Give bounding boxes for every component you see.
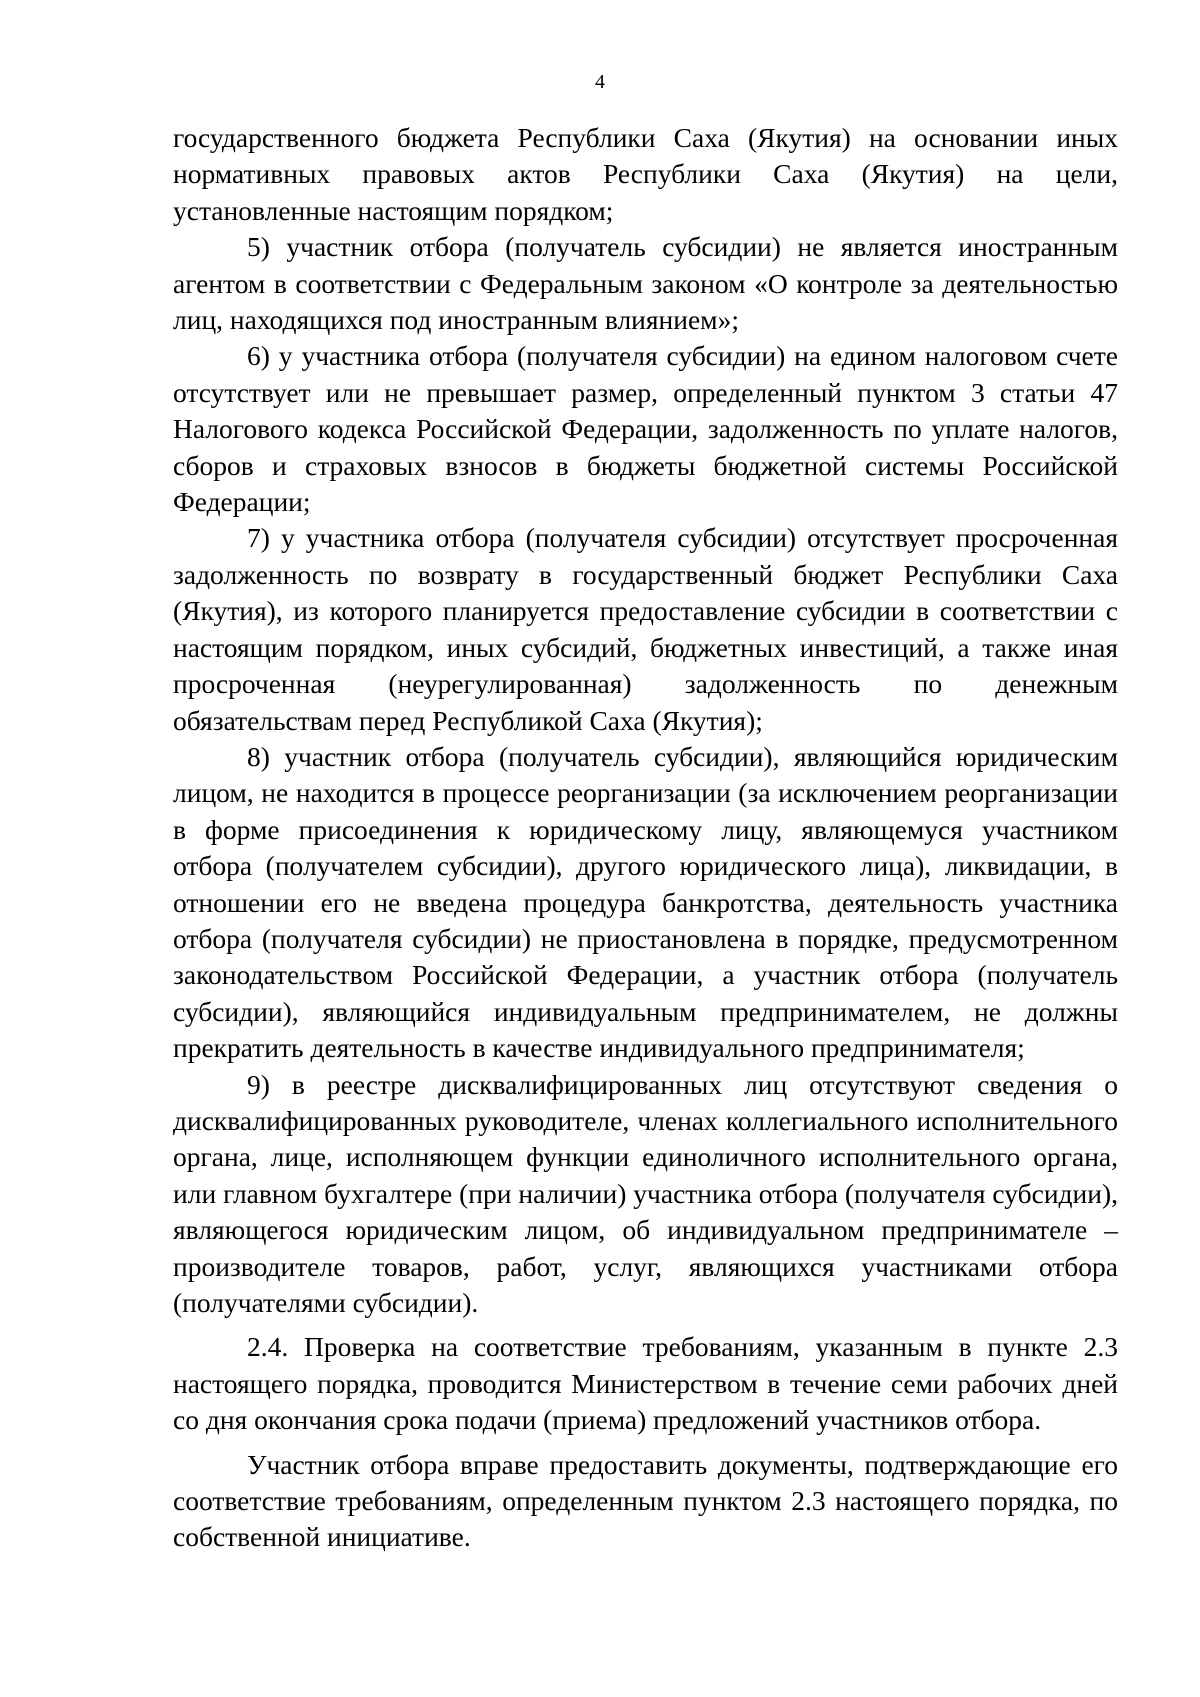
paragraph-item-6: 6) у участника отбора (получателя субсидии) на едином налоговом счете отсутствует или не превышает размер, определенный пунктом 3 статьи 47 Налогового кодекса Российской Федерации, задолженность по уплате налогов, сборов и страховых взносов в бюджеты бюджетной системы Российской Федерации;: [173, 340, 1118, 518]
paragraph-item-5: 5) участник отбора (получатель субсидии) не является иностранным агентом в соответствии с Федеральным законом «О контроле за деятельностью лиц, находящихся под иностранным влиянием»;: [173, 231, 1118, 336]
paragraph-item-8: 8) участник отбора (получатель субсидии), являющийся юридическим лицом, не находится в процессе реорганизации (за исключением реорганизации в форме присоединения к юридическому лицу, являющемуся участником отбора (получателем субсидии), другого юридического лица), ликвидации, в отношении его не введена процедура банкротства, деятельность участника отбора (получателя субсидии) не приостановлена в порядке, предусмотренном законодательством Российской Федерации, а участник отбора (получатель субсидии), являющийся индивидуальным предпринимателем, не должны прекратить деятельность в качестве индивидуального предпринимателя;: [173, 740, 1118, 1064]
paragraph-item-9: 9) в реестре дисквалифицированных лиц отсутствуют сведения о дисквалифицированных руководителе, членах коллегиального исполнительного органа, лице, исполняющем функции единоличного исполнительного органа, или главном бухгалтере (при наличии) участника отбора (получателя субсидии), являющегося юридическим лицом, об индивидуальном предпринимателе – производителе товаров, работ, услуг, являющихся участниками отбора (получателями субсидии).: [173, 1068, 1118, 1318]
paragraph-item-7: 7) у участника отбора (получателя субсидии) отсутствует просроченная задолженность по возврату в государственный бюджет Республики Саха (Якутия), из которого планируется предоставление субсидии в соответствии с настоящим порядком, иных субсидий, бюджетных инвестиций, а также иная просроченная (неурегулированная) задолженность по денежным обязательствам перед Республикой Саха (Якутия);: [173, 522, 1118, 736]
paragraph-budget-continuation: государственного бюджета Республики Саха (Якутия) на основании иных нормативных правовых актов Республики Саха (Якутия) на цели, установленные настоящим порядком;: [173, 122, 1118, 226]
page-number: 4: [595, 71, 605, 93]
document-body: [173, 120, 1118, 1556]
paragraph-section-2-4: 2.4. Проверка на соответствие требованиям, указанным в пункте 2.3 настоящего порядка, проводится Министерством в течение семи рабочих дней со дня окончания срока подачи (приема) предложений участников отбора.: [173, 1331, 1118, 1436]
paragraph-own-initiative: Участник отбора вправе предоставить документы, подтверждающие его соответствие требованиям, определенным пунктом 2.3 настоящего порядка, по собственной инициативе.: [173, 1448, 1118, 1553]
